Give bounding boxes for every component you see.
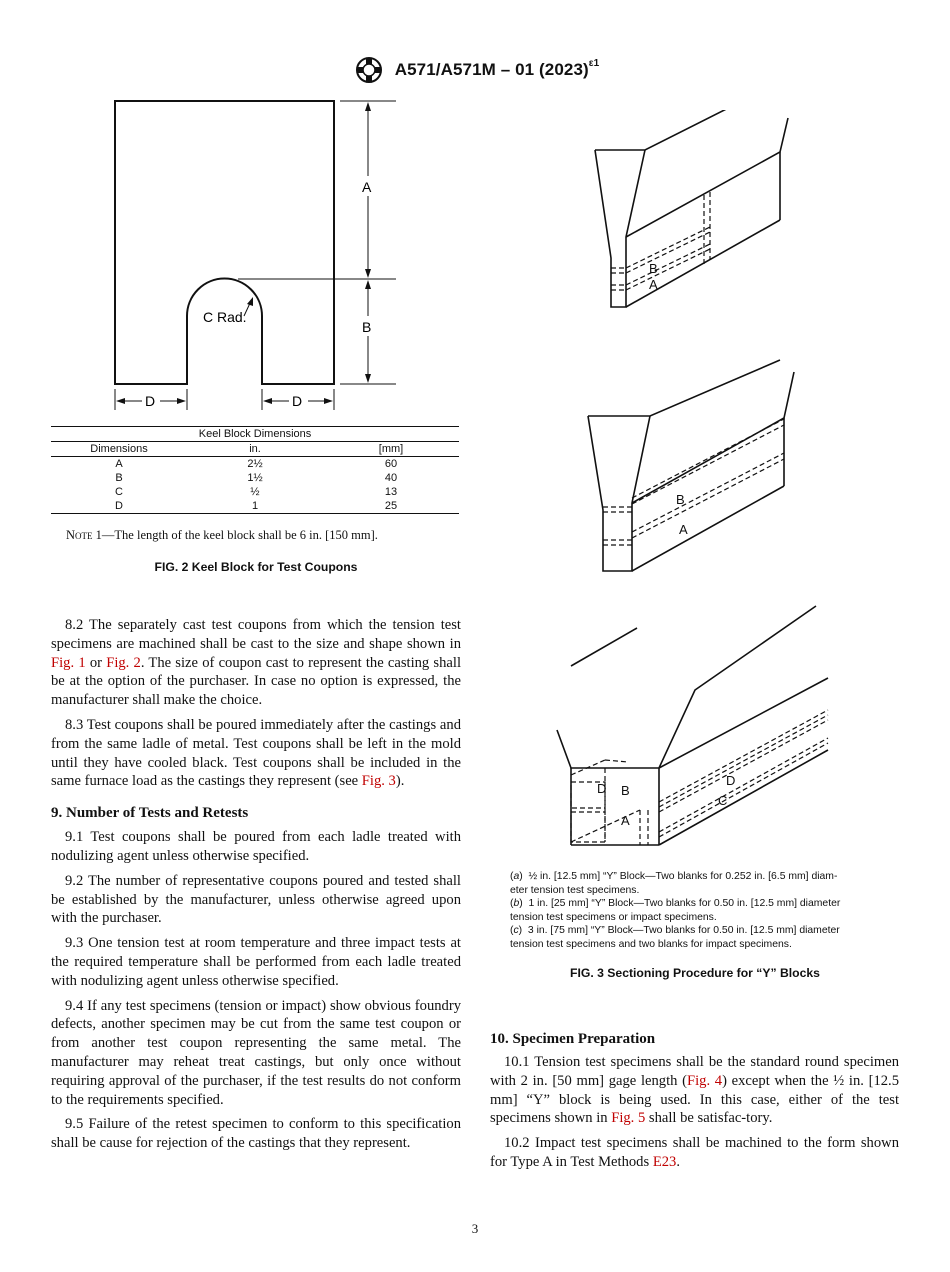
label-b-a: A [679,522,688,537]
y-block-c [557,606,828,845]
label-c-d2: D [726,773,736,788]
paragraph-10-2: 10.2 Impact test specimens shall be machined to the form shown for Type A in Test Methods E23. [490,1135,899,1170]
e23-link[interactable]: E23 [652,1153,677,1170]
paragraph-9-4: 9.4 If any test specimens (tension or impact) show obvious foundry defects, another specimen may be cut from the same test coupon or from another test coupon representing the same metal. The manufacturer may reheat treat castings, but only once without requiring approval of the purchaser, if the test results do not conform to the requirements specified. [51,997,461,1108]
subcaption-a: (a) ½ in. [12.5 mm] “Y” Block—Two blanks for 0.252 in. [6.5 mm] diam- [510,871,838,882]
col-header: [mm] [323,442,459,457]
fig2-note: Note 1—The length of the keel block shall be 6 in. [150 mm]. [66,528,378,542]
section-10-heading: 10. Specimen Preparation [490,1031,656,1047]
subcaption-a-cont: eter tension test specimens. [510,884,640,896]
table-row: C ½ 13 [115,486,398,498]
fig1-link[interactable]: Fig. 1 [51,654,86,671]
paragraph-8-2: 8.2 The separately cast test coupons from which the tension test specimens are machined shall be cast to the size and shape shown in Fig. 1 or Fig. 2. The size of coupon cast to represent the casting shall be at the option of the purchaser. In case no option is expressed, the manufacturer shall make the choice. [51,617,461,709]
label-c-c: C [718,793,728,808]
table-row: A 2½ 60 [115,458,398,470]
paragraph-9-3: 9.3 One tension test at room temperature and three impact tests at the required temperature shall be performed from each ladle treated with nodulizing agent unless otherwise specified. [51,935,461,989]
dim-label-b: B [362,319,372,335]
keel-block-table [51,426,459,514]
designation: A571/A571M – 01 $(2023)^{\varepsilon 1}$ [394,58,600,79]
page-header [0,56,950,84]
dim-label-d-right: D [292,393,303,409]
dim-label-a: A [362,179,372,195]
section-9-heading: 9. Number of Tests and Retests [51,805,249,822]
y-block-b [588,360,794,571]
col-header: Dimensions [51,442,187,457]
left-column [51,616,461,1153]
fig3-caption: FIG. 3 Sectioning Procedure for “Y” Blocks [570,966,820,980]
epsilon-superscript: ε1 [588,58,600,70]
col-header: in. [187,442,323,457]
fig3-subcaptions [510,870,910,951]
paragraph-9-5: 9.5 Failure of the retest specimen to conform to this specification shall be cause for rejection of the castings that they represent. [51,1116,461,1152]
right-column [490,1031,899,1172]
label-c-b: B [621,783,630,798]
subcaption-c: (c) 3 in. [75 mm] “Y” Block—Two blanks for 0.50 in. [12.5 mm] diameter [510,925,840,936]
label-a-a: A [649,277,658,292]
fig3-link[interactable]: Fig. 3 [361,773,396,790]
y-block-drawings [540,110,850,865]
y-block-a [595,110,788,307]
label-a-b: B [649,261,658,276]
fig4-link[interactable]: Fig. 4 [687,1072,723,1089]
page-number: 3 [471,1221,479,1236]
fig2-link[interactable]: Fig. 2 [106,654,141,671]
label-c-a: A [621,813,630,828]
paragraph-8-3: 8.3 Test coupons shall be poured immediately after the castings and from the same ladle of metal. Test coupons shall be left in the mold until they have cooled black. Test coupons shall be included in the same furnace load as the castings they represent (see Fig. 3). [51,716,461,790]
table-row: D 1 25 [51,499,459,514]
paragraph-9-2: 9.2 The number of representative coupons poured and tested shall be established by the manufacturer, unless otherwise agreed upon with the purchaser. [51,872,461,927]
paragraph-9-1: 9.1 Test coupons shall be poured from each ladle treated with nodulizing agent unless otherwise specified. [51,829,461,864]
label-b-b: B [676,492,685,507]
table-row: B 1½ 40 [115,472,398,484]
table-caption: Keel Block Dimensions [51,427,459,442]
subcaption-c-cont: tension test specimens and two blanks for impact specimens. [510,938,792,950]
dim-label-c: C Rad. [203,309,247,325]
subcaption-b: (b) 1 in. [25 mm] “Y” Block—Two blanks for 0.50 in. [12.5 mm] diameter [510,898,841,909]
fig5-link[interactable]: Fig. 5 [611,1110,646,1127]
fig2-caption: FIG. 2 Keel Block for Test Coupons [154,560,358,574]
dim-label-d-left: D [145,393,156,409]
subcaption-b-cont: tension test specimens or impact specimens. [510,911,717,923]
keel-block-drawing [50,94,450,419]
astm-logo-icon [351,56,387,84]
label-c-d1: D [597,781,607,796]
paragraph-10-1: 10.1 Tension test specimens shall be the standard round specimen with 2 in. [50 mm] gage length (Fig. 4) except when the ½ in. [12.5 mm] “Y” block is being used. In this case, either of the test specimens shown in Fig. 5 shall be satisfac-tory. [490,1054,899,1127]
